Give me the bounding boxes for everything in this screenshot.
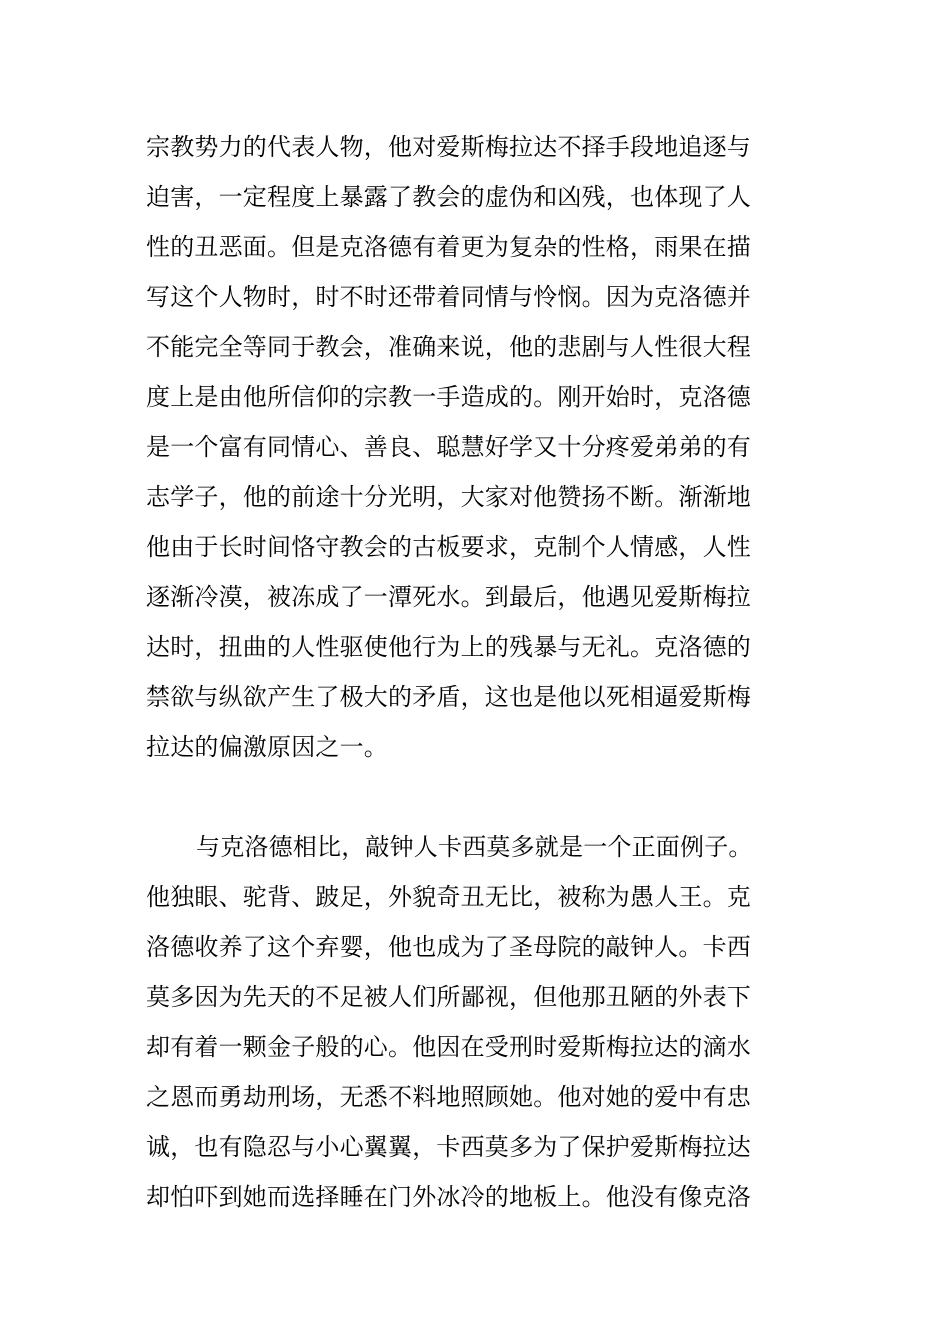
paragraph-claude [146,122,806,772]
text-line: 拉达的偏激原因之一。 [146,733,388,761]
text-line: 宗教势力的代表人物，他对爱斯梅拉达不择手段地追逐与 [146,133,751,161]
text-line: 他独眼、驼背、跛足，外貌奇丑无比，被称为愚人王。克 [146,883,751,911]
text-line: 莫多因为先天的不足被人们所鄙视，但他那丑陋的外表下 [146,983,751,1011]
text-line: 之恩而勇劫刑场，无悉不料地照顾她。他对她的爱中有忠 [146,1083,751,1111]
text-line: 度上是由他所信仰的宗教一手造成的。刚开始时，克洛德 [146,383,751,411]
text-line: 是一个富有同情心、善良、聪慧好学又十分疼爱弟弟的有 [146,433,751,461]
text-line: 志学子，他的前途十分光明，大家对他赞扬不断。渐渐地 [146,483,751,511]
text-line: 逐渐冷漠，被冻成了一潭死水。到最后，他遇见爱斯梅拉 [146,583,751,611]
text-line: 他由于长时间恪守教会的古板要求，克制个人情感，人性 [146,533,751,561]
text-line: 达时，扭曲的人性驱使他行为上的残暴与无礼。克洛德的 [146,633,751,661]
text-line: 禁欲与纵欲产生了极大的矛盾，这也是他以死相逼爱斯梅 [146,683,751,711]
text-line: 洛德收养了这个弃婴，他也成为了圣母院的敲钟人。卡西 [146,933,751,961]
text-line: 与克洛德相比，敲钟人卡西莫多就是一个正面例子。 [196,833,753,861]
text-line: 性的丑恶面。但是克洛德有着更为复杂的性格，雨果在描 [146,233,751,261]
paragraph-quasimodo [146,822,806,1222]
text-line: 却有着一颗金子般的心。他因在受刑时爱斯梅拉达的滴水 [146,1033,751,1061]
text-line: 却怕吓到她而选择睡在门外冰冷的地板上。他没有像克洛 [146,1183,751,1211]
text-line: 不能完全等同于教会，准确来说，他的悲剧与人性很大程 [146,333,751,361]
text-line: 迫害，一定程度上暴露了教会的虚伪和凶残，也体现了人 [146,183,751,211]
text-line: 诚，也有隐忍与小心翼翼，卡西莫多为了保护爱斯梅拉达 [146,1133,751,1161]
text-line: 写这个人物时，时不时还带着同情与怜悯。因为克洛德并 [146,283,751,311]
